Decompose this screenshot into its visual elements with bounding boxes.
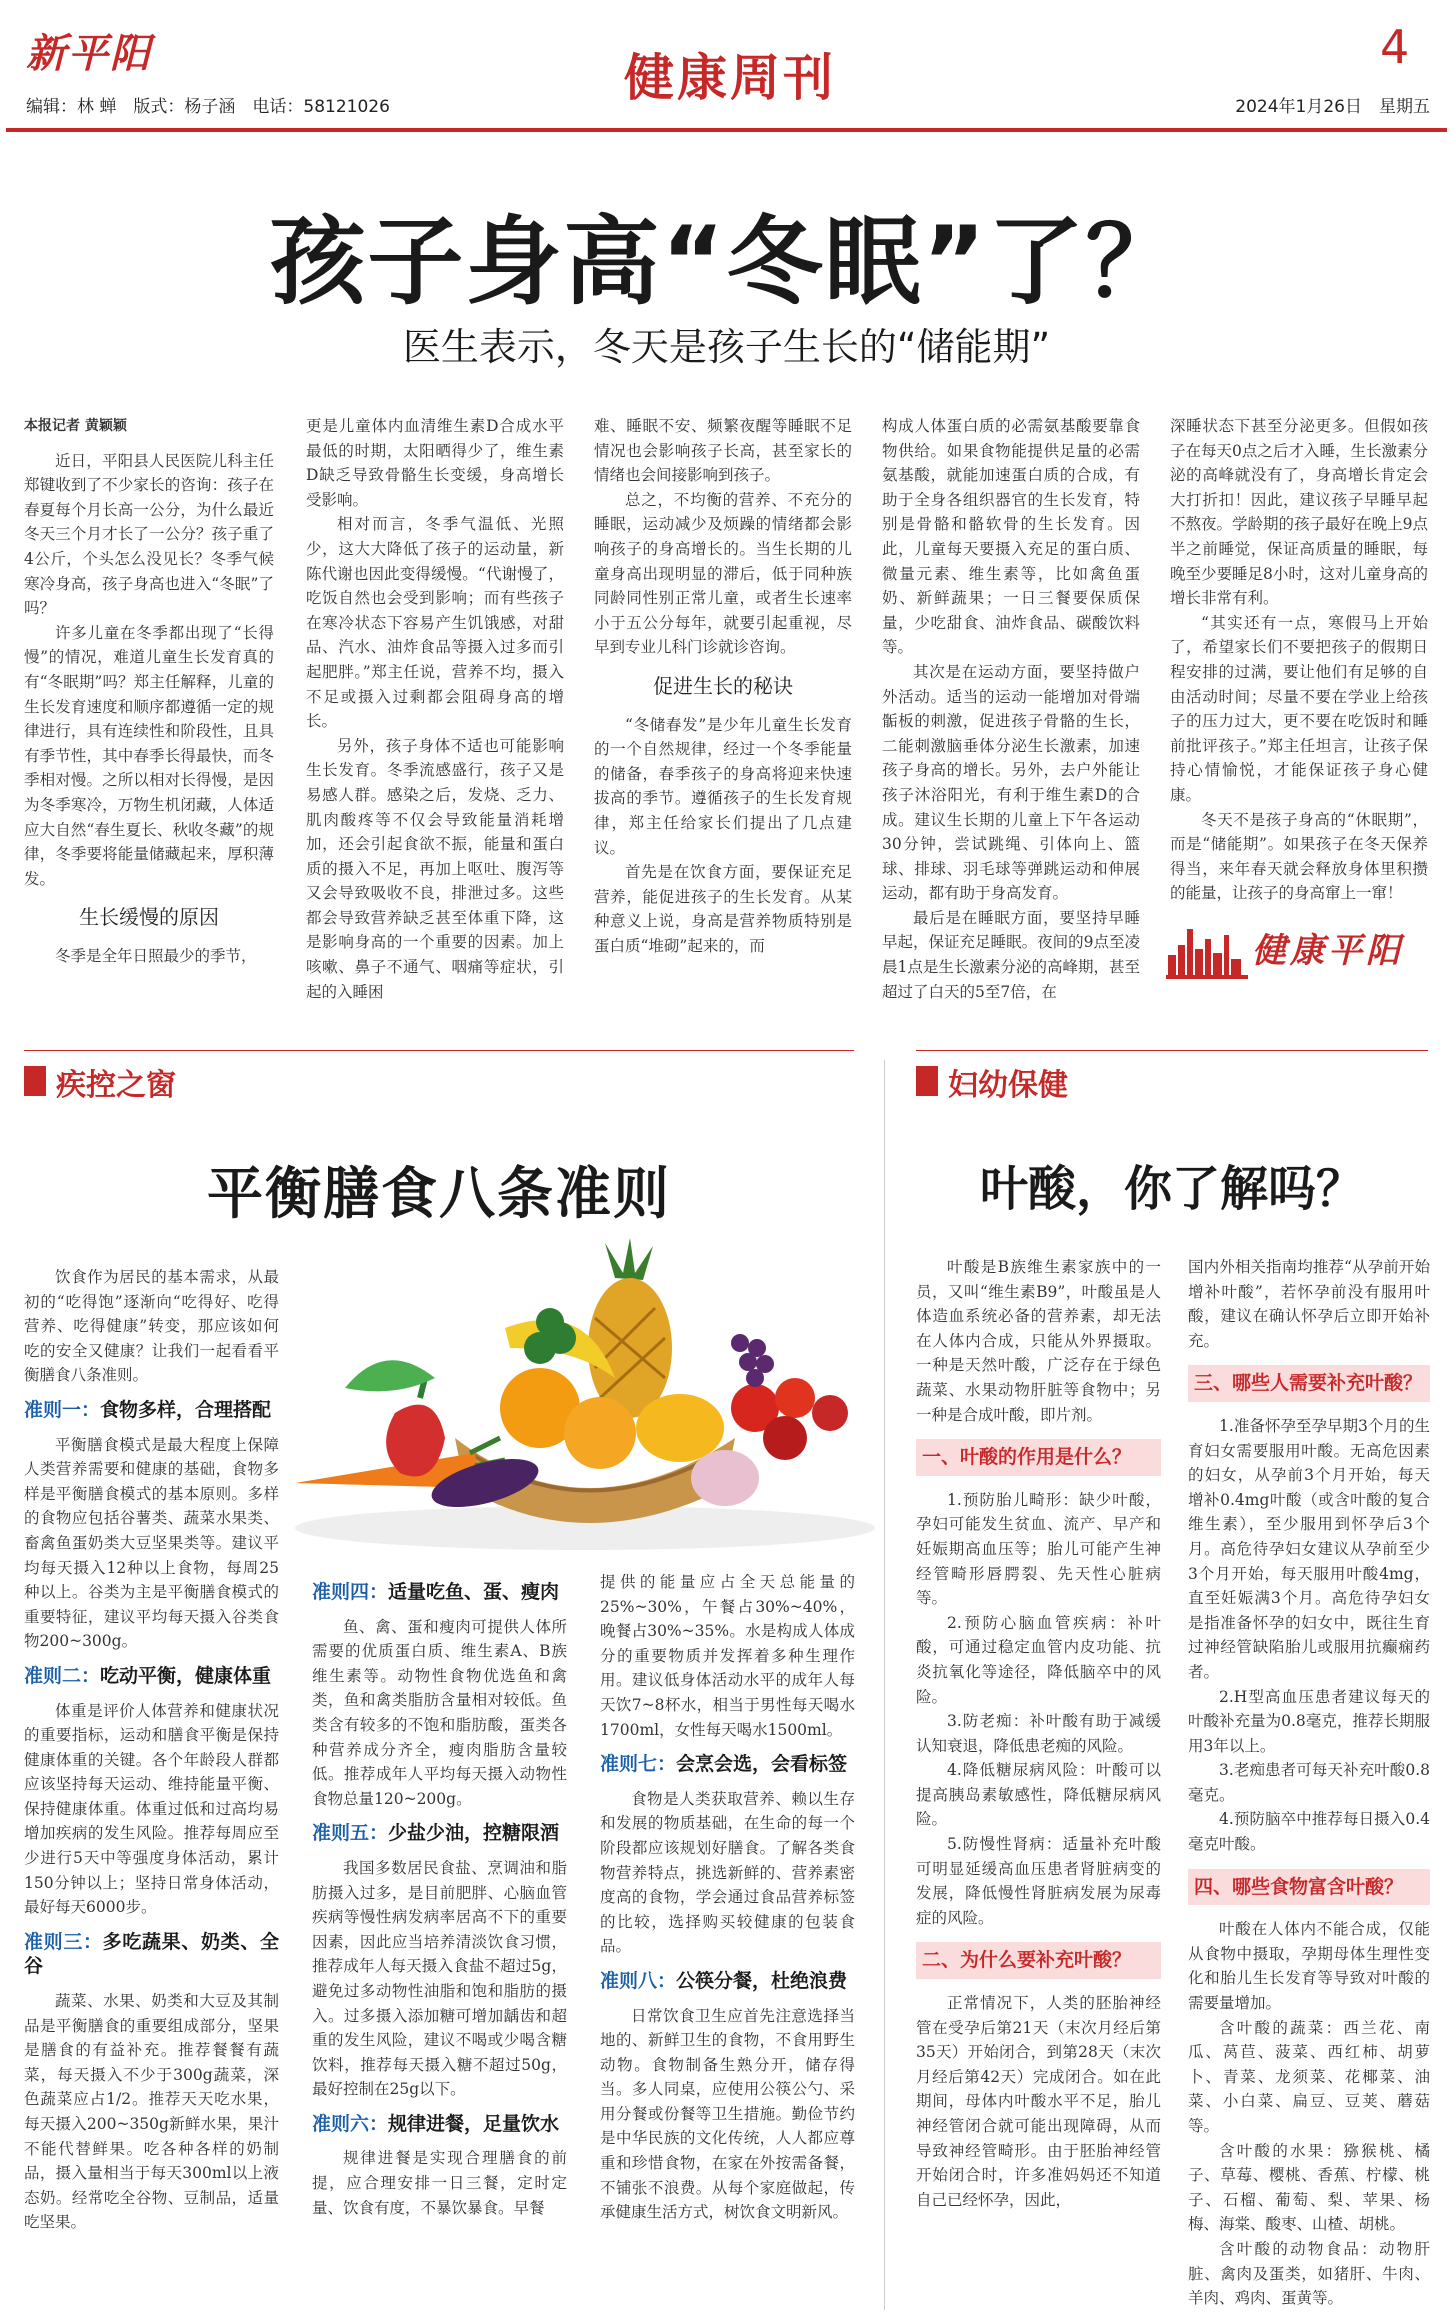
section-label-maternal-child <box>916 1058 1216 1103</box>
rule-number: 准则八： <box>600 1969 677 1992</box>
rule-1-heading <box>24 1398 279 1423</box>
rule-number: 准则五： <box>312 1822 389 1845</box>
water-text: 提供的能量应占全天总能量的25%~30%，午餐占30%~40%，晚餐占30%~35%。水是构成人体成分的重要物质并发挥着多种生理作用。建议低身体活动水平的成年人每天饮7~8杯水，相当于男性每天喝水1700ml，女性每天喝水1500ml。 <box>600 1573 855 1739</box>
paragraph: 最后是在睡眠方面，要坚持早睡早起，保证充足睡眠。夜间的9点至凌晨1点是生长激素分泌的高峰期，甚至超过了白天的5至7倍，在 <box>882 908 1140 1001</box>
rule-3-heading <box>24 1930 279 1979</box>
section-marker <box>916 1066 938 1096</box>
paragraph: 相对而言，冬季气温低、光照少，这大大降低了孩子的运动量，新陈代谢也因此变得缓慢。“代谢慢了，吃饭自然也会受到影响；而有些孩子在寒冷状态下容易产生饥饿感，对甜品、汽水、油炸食品等摄入过多而引起肥胖。”郑主任说，营养不均，摄入不足或摄入过剩都会阻碍身高的增长。 <box>306 515 564 731</box>
paragraph: 冬天不是孩子身高的“休眠期”，而是“储能期”。如果孩子在冬天保养得当，来年春天就会释放身体里积攒的能量，让孩子的身高窜上一窜！ <box>1170 810 1428 903</box>
rule-title: 会烹会选，会看标签 <box>676 1753 848 1776</box>
paragraph: “其实还有一点，寒假马上开始了，希望家长们不要把孩子的假期日程安排的过满，要让他们有足够的自由活动时间；尽量不要在学业上给孩子的压力过大，更不要在吃饭时和睡前批评孩子。”郑主任坦言，让孩子保持心情愉悦，才能保证孩子身心健康。 <box>1170 613 1428 804</box>
tomato-icon <box>775 1378 815 1418</box>
lead-column-3 <box>594 414 852 984</box>
folic-column-2 <box>1188 1255 1430 2310</box>
section-title: 健康周刊 <box>624 49 836 107</box>
list-item: 3.老痴患者可每天补充叶酸0.8毫克。 <box>1188 1761 1430 1804</box>
question-2-heading: 二、为什么要补充叶酸？ <box>916 1942 1161 1979</box>
tomato-icon <box>763 1416 807 1460</box>
section-label-text: 妇幼保健 <box>948 1068 1068 1103</box>
paragraph: 难、睡眠不安、频繁夜醒等睡眠不足情况也会影响孩子长高，甚至家长的情绪也会间接影响到孩子。 <box>594 417 852 485</box>
diet-column-2 <box>312 1570 567 2310</box>
folic-intro: 叶酸是B族维生素家族中的一员，又叫“维生素B9”，叶酸虽是人体造血系统必备的营养素，却无法在人体内合成，只能从外界摄取。一种是天然叶酸，广泛存在于绿色蔬菜、水果动物肝脏等食物中；另一种是合成叶酸，即片剂。 <box>916 1258 1161 1424</box>
paragraph: 构成人体蛋白质的必需氨基酸要靠食物供给。如果食物能提供足量的必需氨基酸，就能加速蛋白质的合成，有助于全身各组织器官的生长发育，特别是骨骼和骼软骨的生长发育。因此，儿童每天要摄入充足的蛋白质、微量元素、维生素等，比如禽鱼蛋奶、新鲜蔬果；一日三餐要保质保量，少吃甜食、油炸食品、碳酸饮料等。 <box>882 417 1140 657</box>
list-item: 4.预防脑卒中推荐每日摄入0.4毫克叶酸。 <box>1188 1810 1430 1854</box>
lead-headline: 孩子身高“冬眠”了？ <box>269 206 1184 318</box>
lead-column-2 <box>306 414 564 1001</box>
food-illustration <box>285 1238 885 1556</box>
list-item: 2.H型高血压患者建议每天的叶酸补充量为0.8毫克，推荐长期服用3年以上。 <box>1188 1687 1430 1755</box>
editor-info: 编辑：林 蝉 版式：杨子涵 电话：58121026 <box>26 97 390 117</box>
list-item: 含叶酸的水果：猕猴桃、橘子、草莓、樱桃、香蕉、柠檬、桃子、石榴、葡萄、梨、苹果、杨梅、海棠、酸枣、山楂、胡桃。 <box>1188 2141 1430 2234</box>
diet-intro: 饮食作为居民的基本需求，从最初的“吃得饱”逐渐向“吃得好、吃得营养、吃得健康”转变，那应该如何吃的安全又健康？让我们一起看看平衡膳食八条准则。 <box>24 1268 279 1385</box>
rule-2-heading <box>24 1664 279 1689</box>
question-2-continued: 国内外相关指南均推荐“从孕前开始增补叶酸”，若怀孕前没有服用叶酸，建议在确认怀孕后立即开始补充。 <box>1188 1258 1430 1350</box>
rule-title: 食物多样，合理搭配 <box>100 1398 272 1421</box>
rule-7-text: 食物是人类获取营养、赖以生存和发展的物质基础，在生命的每一个阶段都应该规划好膳食。了解各类食物营养特点，挑选新鲜的、营养素密度高的食物，学会通过食品营养标签的比较，选择购买较健康的包装食品。 <box>600 1789 855 1956</box>
rule-3-text: 蔬菜、水果、奶类和大豆及其制品是平衡膳食的重要组成部分，坚果是膳食的有益补充。推荐餐餐有蔬菜，每天摄入不少于300g蔬菜，深色蔬菜应占1/2。推荐天天吃水果，每天摄入200~350g新鲜水果，果汁不能代替鲜果。吃各种各样的奶制品，摄入量相当于每天300ml以上液态奶。经常吃全谷物、豆制品，适量吃坚果。 <box>24 1992 279 2232</box>
paragraph: 冬季是全年日照最少的季节， <box>55 946 257 965</box>
column-rule <box>884 1060 885 2310</box>
paragraph: 总之，不均衡的营养、不充分的睡眠，运动减少及烦躁的情绪都会影响孩子的身高增长的。当生长期的儿童身高出现明显的滞后，低于同种族同龄同性别正常儿童，或者生长速率小于五公分每年，就要引起重视，尽早到专业儿科门诊就诊咨询。 <box>594 490 852 657</box>
rule-5-text: 我国多数居民食盐、烹调油和脂肪摄入过多，是目前肥胖、心脑血管疾病等慢性病发病率居高不下的重要因素，因此应当培养清淡饮食习惯，推荐成年人每天摄入食盐不超过5g，避免过多动物性油脂和饱和脂肪的摄入。过多摄入添加糖可增加龋齿和超重的发生风险，建议不喝或少喝含糖饮料，推荐每天摄入糖不超过50g，最好控制在25g以下。 <box>312 1858 567 2099</box>
list-item: 1.预防胎儿畸形：缺少叶酸，孕妇可能发生贫血、流产、早产和妊娠期高血压等；胎儿可能产生神经管畸形唇腭裂、先天性心脏病等。 <box>916 1490 1161 1608</box>
rule-number: 准则四： <box>312 1581 389 1603</box>
list-item: 3.防老痴：补叶酸有助于减缓认知衰退，降低患老痴的风险。 <box>916 1712 1161 1755</box>
subheading-reason: 生长缓慢的原因 <box>79 905 219 930</box>
rule-title: 适量吃鱼、蛋、瘦肉 <box>388 1581 560 1603</box>
subheading-secret: 促进生长的秘诀 <box>653 673 793 698</box>
rule-title: 多吃蔬果、奶类、全谷 <box>24 1930 279 1978</box>
page-number: 4 <box>1380 20 1410 74</box>
rule-4-heading <box>312 1580 567 1605</box>
list-item: 叶酸在人体内不能合成，仅能从食物中摄取，孕期母体生理性变化和胎儿生长发育等导致对叶酸的需要量增加。 <box>1188 1920 1430 2013</box>
rule-6-heading <box>312 2112 567 2137</box>
rule-title: 少盐少油，控糖限酒 <box>388 1822 560 1845</box>
rule-number: 准则二： <box>24 1664 101 1687</box>
mango-icon <box>636 1394 724 1462</box>
diet-headline: 平衡膳食八条准则 <box>207 1162 671 1227</box>
paragraph: 许多儿童在冬季都出现了“长得慢”的情况，难道儿童生长发育真的有“冬眠期”吗？郑主任解释，儿童的生长发育速度和顺序都遵循一定的规律进行，具有连续性和阶段性，且具有季节性，其中春季长得最快，而冬季相对慢。之所以相对长得慢，是因为冬季寒冷，万物生机闭藏，人体适应大自然“春生夏长、秋收冬藏”的规律，冬季要将能量储藏起来，厚积薄发。 <box>24 623 274 888</box>
pineapple-icon <box>588 1238 672 1418</box>
section-divider-right <box>916 1050 1428 1051</box>
rule-6-text: 规律进餐是实现合理膳食的前提，应合理安排一日三餐，定时定量、饮食有度，不暴饮暴食。早餐 <box>312 2149 567 2217</box>
paragraph: 其次是在运动方面，要坚持做户外活动。适当的运动一能增加对骨端骺板的刺激，促进孩子骨骼的生长，二能刺激脑垂体分泌生长激素，加速孩子身高的增长。另外，去户外能让孩子沐浴阳光，有利于维生素D的合成。建议生长期的儿童上下午各运动30分钟，尝试跳绳、引体向上、篮球、排球、羽毛球等弹跳运动和伸展运动，都有助于身高发育。 <box>882 662 1140 903</box>
diet-column-1 <box>24 1265 279 2310</box>
list-item: 2.预防心脑血管疾病：补叶酸，可通过稳定血管内皮功能、抗炎抗氧化等途径，降低脑卒中的风险。 <box>916 1613 1161 1706</box>
folic-column-1 <box>916 1255 1161 2310</box>
rule-title: 公筷分餐，杜绝浪费 <box>676 1969 848 1992</box>
rule-number: 准则六： <box>312 2112 389 2135</box>
list-item: 1.准备怀孕至孕早期3个月的生育妇女需要服用叶酸。无高危因素的妇女，从孕前3个月开始，每天增补0.4mg叶酸（或含叶酸的复合维生素），至少服用到怀孕后3个月。高危待孕妇女建议从孕前至少3个月开始，每天服用叶酸4mg，直至妊娠满3个月。高危待孕妇女是指准备怀孕的妇女中，既往生育过神经管缺陷胎儿或服用抗癫痫药者。 <box>1188 1416 1430 1681</box>
section-label-disease-control <box>24 1058 324 1103</box>
list-item: 含叶酸的动物食品：动物肝脏、禽肉及蛋类，如猪肝、牛肉、羊肉、鸡肉、蛋黄等。 <box>1188 2239 1430 2308</box>
lead-column-1 <box>24 414 274 984</box>
onion-icon <box>691 1450 759 1506</box>
question-1-heading: 一、叶酸的作用是什么？ <box>916 1439 1161 1476</box>
masthead-rule <box>6 128 1447 132</box>
paragraph: 近日，平阳县人民医院儿科主任郑键收到了不少家长的咨询：孩子在春夏每个月长高一公分，为什么最近冬天三个月才长了一公分？孩子重了4公斤，个头怎么没见长？冬季气候寒冷身高，孩子身高也进入“冬眠”了吗？ <box>24 451 274 618</box>
diet-column-3 <box>600 1570 855 2310</box>
paragraph: “冬储春发”是少年儿童生长发育的一个自然规律，经过一个冬季能量的储备，春季孩子的身高将迎来快速拔高的季节。遵循孩子的生长发育规律，郑主任给家长们提出了几点建议。 <box>594 715 852 857</box>
rule-number: 准则三： <box>24 1930 103 1953</box>
section-label-text: 疾控之窗 <box>56 1068 176 1103</box>
paragraph: 深睡状态下甚至分泌更多。但假如孩子在每天0点之后才入睡，生长激素分泌的高峰就没有了，身高增长肯定会大打折扣！因此，建议孩子早睡早起不熬夜。学龄期的孩子最好在晚上9点半之前睡觉，保证高质量的睡眠，每晚至少要睡足8小时，这对儿童身高的增长非常有利。 <box>1170 417 1428 608</box>
health-pingyang-stamp <box>1166 915 1436 981</box>
paragraph: 首先是在饮食方面，要保证充足营养，能促进孩子的生长发育。从某种意义上说，身高是营养物质特别是蛋白质“堆砌”起来的，而 <box>594 863 852 955</box>
section-divider-left <box>24 1050 854 1051</box>
rule-4-text: 鱼、禽、蛋和瘦肉可提供人体所需要的优质蛋白质、维生素A、B族维生素等。动物性食物优选鱼和禽类，鱼和禽类脂肪含量相对较低。鱼类含有较多的不饱和脂肪酸，蛋类各种营养成分齐全，瘦肉脂肪含量较低。推荐成年人平均每天摄入动物性食物总量120~200g。 <box>312 1617 567 1808</box>
paragraph: 另外，孩子身体不适也可能影响生长发育。冬季流感盛行，孩子又是易感人群。感染之后，发烧、乏力、肌肉酸疼等不仅会导致能量消耗增加，还会引起食欲不振，能量和蛋白质的摄入不足，再加上呕吐、腹泻等又会导致吸收不良，排泄过多。这些都会导致营养缺乏甚至体重下降，这是影响身高的一个重要的因素。加上咳嗽、鼻子不通气、咽痛等症状，引起的入睡困 <box>306 736 564 1001</box>
rule-8-text: 日常饮食卫生应首先注意选择当地的、新鲜卫生的食物，不食用野生动物。食物制备生熟分开，储存得当。多人同桌，应使用公筷公勺、采用分餐或份餐等卫生措施。勤俭节约是中华民族的文化传统，人人都应尊重和珍惜食物，在家在外按需备餐，不铺张不浪费。从每个家庭做起，传承健康生活方式，树饮食文明新风。 <box>600 2006 855 2222</box>
section-marker <box>24 1066 46 1096</box>
rule-title: 吃动平衡，健康体重 <box>100 1664 272 1687</box>
question-3-heading: 三、哪些人需要补充叶酸？ <box>1188 1365 1430 1402</box>
rule-number: 准则一： <box>24 1398 101 1421</box>
masthead-logo: 新平阳 <box>26 30 152 77</box>
folic-headline: 叶酸，你了解吗？ <box>979 1161 1364 1217</box>
rule-5-heading <box>312 1821 567 1846</box>
stamp-text: 健康平阳 <box>1252 931 1404 971</box>
rule-1-text: 平衡膳食模式是最大程度上保障人类营养需要和健康的基础，食物多样是平衡膳食模式的基本原则。多样的食物应包括谷薯类、蔬菜水果类、畜禽鱼蛋奶类大豆坚果类等。建议平均每天摄入12种以上食物，每周25种以上。谷类为主是平衡膳食模式的重要特征，建议平均每天摄入谷类食物200~300g。 <box>24 1435 279 1651</box>
question-4-heading: 四、哪些食物富含叶酸？ <box>1188 1869 1430 1906</box>
rule-number: 准则七： <box>600 1753 677 1776</box>
list-item: 含叶酸的蔬菜：西兰花、南瓜、莴苣、菠菜、西红柿、胡萝卜、青菜、龙须菜、花椰菜、油菜、小白菜、扁豆、豆荚、蘑菇等。 <box>1188 2018 1430 2135</box>
grapes-icon <box>731 1334 774 1387</box>
question-2-text: 正常情况下，人类的胚胎神经管在受孕后第21天（末次月经后第35天）开始闭合，到第28天（末次月经后第42天）完成闭合。如在此期间，母体内叶酸水平不足，胎儿神经管闭合就可能出现障碍，从而导致神经管畸形。由于胚胎神经管开始闭合时，许多准妈妈还不知道自己已经怀孕，因此， <box>916 1994 1161 2209</box>
issue-date: 2024年1月26日 星期五 <box>1235 97 1430 117</box>
list-item: 4.降低糖尿病风险：叶酸可以提高胰岛素敏感性，降低糖尿病风险。 <box>916 1761 1161 1829</box>
rule-title: 规律进餐，足量饮水 <box>388 2112 560 2135</box>
paragraph: 更是儿童体内血清维生素D合成水平最低的时期，太阳晒得少了，维生素D缺乏导致骨骼生长变缓，身高增长受影响。 <box>306 417 564 509</box>
orange-icon <box>564 1397 636 1469</box>
rule-7-heading <box>600 1752 855 1777</box>
lead-byline: 本报记者 黄颖颖 <box>24 418 127 434</box>
lead-column-5 <box>1170 414 1428 914</box>
lead-column-4 <box>882 414 1140 1001</box>
broccoli-icon <box>524 1308 576 1364</box>
rule-2-text: 体重是评价人体营养和健康状况的重要指标，运动和膳食平衡是保持健康体重的关键。各个年龄段人群都应该坚持每天运动、维持能量平衡、保持健康体重。体重过低和过高均易增加疾病的发生风险。推荐每周应至少进行5天中等强度身体活动，累计150分钟以上；坚持日常身体活动，最好每天6000步。 <box>24 1701 279 1917</box>
tomato-icon <box>812 1395 848 1431</box>
list-item: 5.防慢性肾病：适量补充叶酸可明显延缓高血压患者肾脏病变的发展，降低慢性肾脏病发展为尿毒症的风险。 <box>916 1835 1161 1927</box>
rule-8-heading <box>600 1969 855 1994</box>
lead-subhead: 医生表示，冬天是孩子生长的“储能期” <box>402 325 1051 369</box>
